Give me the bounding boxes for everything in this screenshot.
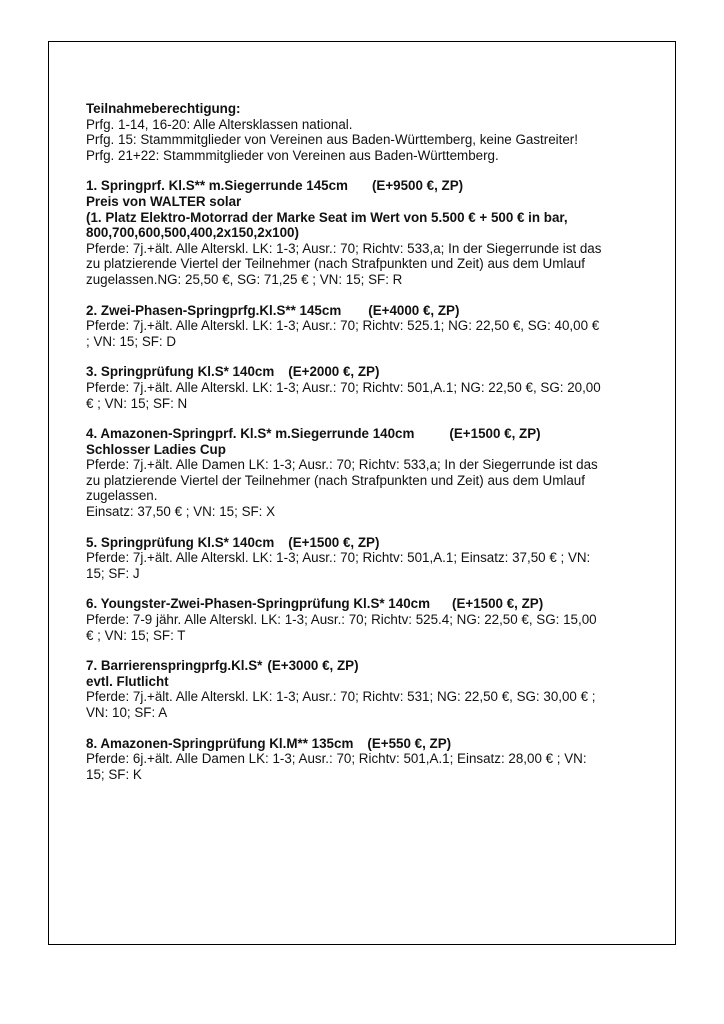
competition-subtitle: Schlosser Ladies Cup <box>86 441 226 457</box>
competition-subtitle: evtl. Flutlicht <box>86 673 169 689</box>
competition-detail: Pferde: 7j.+ält. Alle Alterskl. LK: 1-3; Ausr.: 70; Richtv: 525.1; NG: 22,50 €, SG: 40,00 € <box>86 318 600 334</box>
competition-subtitle: Preis von WALTER solar <box>86 193 242 209</box>
competition-detail: VN: 10; SF: A <box>86 705 168 720</box>
eligibility-title: Teilnahmeberechtigung: <box>86 101 241 116</box>
eligibility-line: Prfg. 15: Stammmitglieder von Vereinen aus Baden-Württemberg, keine Gastreiter! <box>86 132 578 148</box>
competition-prize: (E+3000 €, ZP) <box>267 658 359 674</box>
competition-detail: Einsatz: 37,50 € ; VN: 15; SF: X <box>86 504 276 520</box>
competition-prize: (E+1500 €, ZP) <box>452 596 544 612</box>
competition-detail: Pferde: 7j.+ält. Alle Alterskl. LK: 1-3; Ausr.: 70; Richtv: 501,A.1; Einsatz: 37,50 € ; VN: <box>86 550 591 566</box>
competition-detail: 15; SF: J <box>86 565 140 581</box>
competition-title: 4. Amazonen-Springprf. Kl.S* m.Siegerrunde 140cm <box>86 426 415 442</box>
competition-title: 5. Springprüfung Kl.S* 140cm <box>86 534 275 550</box>
competition-1 <box>86 178 656 287</box>
competition-subtitle: 800,700,600,500,400,2x150,2x100) <box>86 225 299 241</box>
competition-prize: (E+1500 €, ZP) <box>449 426 541 442</box>
competition-subtitle: (1. Platz Elektro-Motorrad der Marke Seat im Wert von 5.500 € + 500 € in bar, <box>86 209 568 225</box>
competition-title: 2. Zwei-Phasen-Springprfg.Kl.S** 145cm <box>86 302 342 318</box>
competition-detail: Pferde: 7j.+ält. Alle Damen LK: 1-3; Ausr.: 70; Richtv: 533,a; In der Siegerrunde ist das <box>86 457 598 473</box>
competition-detail: Pferde: 7j.+ält. Alle Alterskl. LK: 1-3; Ausr.: 70; Richtv: 531; NG: 22,50 €, SG: 30,00 € ; <box>86 689 596 705</box>
competition-detail: € ; VN: 15; SF: T <box>86 627 186 643</box>
eligibility-section <box>86 101 656 163</box>
competition-prize: (E+1500 €, ZP) <box>288 534 380 550</box>
competition-prize: (E+4000 €, ZP) <box>368 302 460 318</box>
competition-prize: (E+9500 €, ZP) <box>371 178 464 194</box>
document-content <box>86 101 656 782</box>
eligibility-line: Prfg. 21+22: Stammmitglieder von Vereinen aus Baden-Württemberg. <box>86 147 499 163</box>
competition-detail: Pferde: 6j.+ält. Alle Damen LK: 1-3; Ausr.: 70; Richtv: 501,A.1; Einsatz: 28,00 € ; VN: <box>86 751 587 767</box>
competition-3 <box>86 364 656 411</box>
competition-detail: € ; VN: 15; SF: N <box>86 395 188 411</box>
competition-title: 3. Springprüfung Kl.S* 140cm <box>86 364 275 380</box>
competition-detail: Pferde: 7j.+ält. Alle Alterskl. LK: 1-3; Ausr.: 70; Richtv: 533,a; In der Siegerrunde ist das <box>86 240 602 256</box>
competition-6 <box>86 596 656 643</box>
competition-detail: ; VN: 15; SF: D <box>86 333 177 349</box>
competition-prize: (E+2000 €, ZP) <box>288 364 380 380</box>
eligibility-line: Prfg. 1-14, 16-20: Alle Altersklassen national. <box>86 116 353 132</box>
competition-prize: (E+550 €, ZP) <box>367 735 452 751</box>
competition-detail: zugelassen. <box>86 488 158 504</box>
competition-5 <box>86 535 656 582</box>
competition-title: 7. Barrierenspringprfg.Kl.S* <box>86 658 263 674</box>
competition-detail: zu platzierende Viertel der Teilnehmer (nach Strafpunkten und Zeit) aus dem Umlauf <box>86 472 585 488</box>
competition-detail: Pferde: 7-9 jähr. Alle Alterskl. LK: 1-3; Ausr.: 70; Richtv: 525.4; NG: 22,50 €, SG: 15,00 <box>86 612 597 628</box>
competition-title: 1. Springprf. Kl.S** m.Siegerrunde 145cm <box>86 178 348 194</box>
competition-2 <box>86 303 656 350</box>
competition-7 <box>86 658 656 720</box>
competition-detail: zugelassen.NG: 25,50 €, SG: 71,25 € ; VN: 15; SF: R <box>86 271 403 287</box>
competition-4 <box>86 426 656 520</box>
competition-title: 6. Youngster-Zwei-Phasen-Springprüfung Kl.S* 140cm <box>86 596 430 612</box>
competition-detail: Pferde: 7j.+ält. Alle Alterskl. LK: 1-3; Ausr.: 70; Richtv: 501,A.1; NG: 22,50 €, SG: 20,00 <box>86 379 601 395</box>
competition-title: 8. Amazonen-Springprüfung Kl.M** 135cm <box>86 735 354 751</box>
competition-detail: zu platzierende Viertel der Teilnehmer (nach Strafpunkten und Zeit) aus dem Umlauf <box>86 256 585 272</box>
competition-8 <box>86 736 656 783</box>
competition-detail: 15; SF: K <box>86 766 142 782</box>
